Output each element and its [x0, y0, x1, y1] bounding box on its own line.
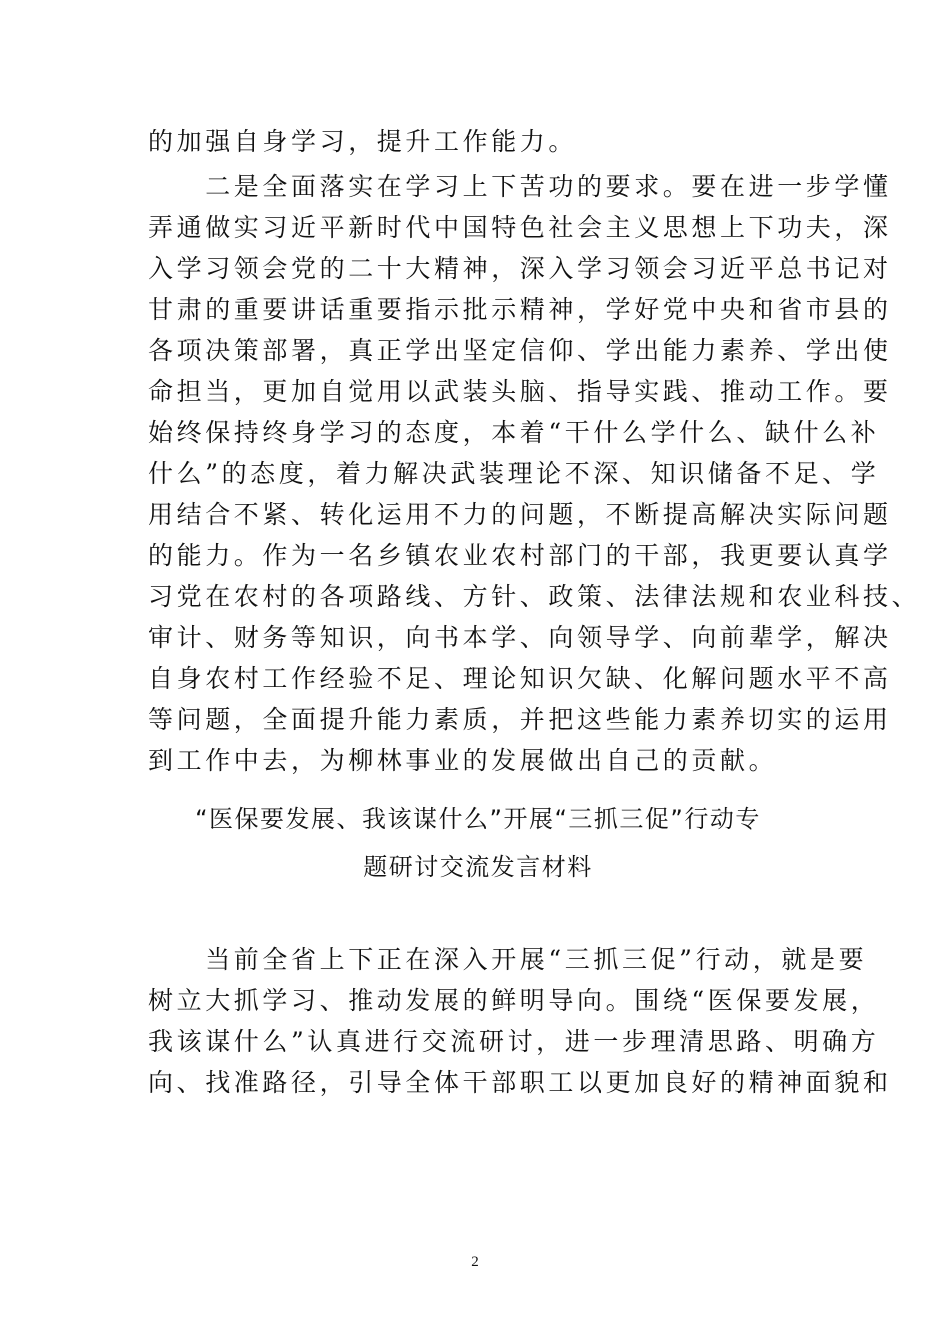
paragraph-line: 我该谋什么”认真进行交流研讨，进一步理清思路、明确方: [148, 1027, 880, 1056]
paragraph-line: 等问题，全面提升能力素质，并把这些能力素养切实的运用: [148, 705, 892, 734]
paragraph-line: 习党在农村的各项路线、方针、政策、法律法规和农业科技、: [148, 582, 921, 611]
paragraph-line: 当前全省上下正在深入开展“三抓三促”行动，就是要: [148, 945, 868, 974]
section-title-line: “医保要发展、我该谋什么”开展“三抓三促”行动专: [195, 805, 761, 833]
paragraph-line: 弄通做实习近平新时代中国特色社会主义思想上下功夫，深: [148, 213, 892, 242]
paragraph-line: 树立大抓学习、推动发展的鲜明导向。围绕“医保要发展，: [148, 986, 880, 1015]
page-number: 2: [471, 1254, 479, 1270]
paragraph-line: 向、找准路径，引导全体干部职工以更加良好的精神面貌和: [148, 1068, 892, 1097]
paragraph-line: 的能力。作为一名乡镇农业农村部门的干部，我更要认真学: [148, 541, 892, 570]
paragraph-line: 各项决策部署，真正学出坚定信仰、学出能力素养、学出使: [148, 336, 892, 365]
paragraph-line: 审计、财务等知识，向书本学、向领导学、向前辈学，解决: [148, 623, 892, 652]
paragraph-line: 入学习领会党的二十大精神，深入学习领会习近平总书记对: [148, 254, 892, 283]
paragraph-line: 什么”的态度，着力解决武装理论不深、知识储备不足、学: [148, 459, 880, 488]
paragraph-line: 二是全面落实在学习上下苦功的要求。要在进一步学懂: [148, 172, 892, 201]
paragraph-line: 甘肃的重要讲话重要指示批示精神，学好党中央和省市县的: [148, 295, 892, 324]
paragraph-line: 自身农村工作经验不足、理论知识欠缺、化解问题水平不高: [148, 664, 892, 693]
section-title-line: 题研讨交流发言材料: [363, 853, 593, 881]
paragraph-line: 的加强自身学习，提升工作能力。: [148, 127, 578, 156]
paragraph-line: 始终保持终身学习的态度，本着“干什么学什么、缺什么补: [148, 418, 880, 447]
paragraph-line: 命担当，更加自觉用以武装头脑、指导实践、推动工作。要: [148, 377, 892, 406]
paragraph-line: 用结合不紧、转化运用不力的问题，不断提高解决实际问题: [148, 500, 892, 529]
paragraph-line: 到工作中去，为柳林事业的发展做出自己的贡献。: [148, 746, 778, 775]
